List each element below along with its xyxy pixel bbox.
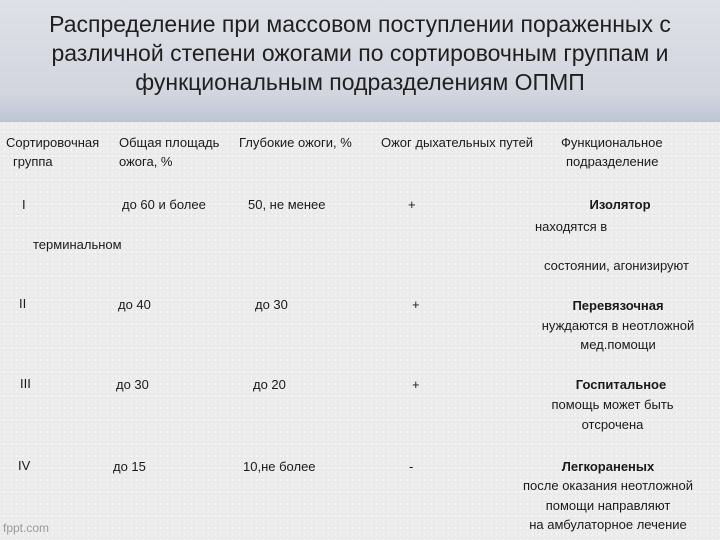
header-deep-burns: Глубокие ожоги, % xyxy=(239,135,352,150)
row-4-note-line-3: на амбулаторное лечение xyxy=(529,517,687,532)
row-1-area: до 60 и более xyxy=(122,197,206,212)
row-4-deep: 10,не более xyxy=(243,459,316,474)
row-1-note-line-2: терминальном xyxy=(33,237,122,252)
row-4-unit: Легкораненых xyxy=(561,459,655,474)
row-2-note-line-1: нуждаются в неотложной xyxy=(541,318,695,333)
row-4-airway: - xyxy=(409,459,414,474)
row-1-deep: 50, не менее xyxy=(248,197,326,212)
row-4-note-line-1: после оказания неотложной xyxy=(523,478,693,493)
row-3-deep: до 20 xyxy=(253,377,286,392)
row-3-airway: + xyxy=(412,377,420,392)
row-2-deep: до 30 xyxy=(255,297,288,312)
header-area-line-1: Общая площадь xyxy=(119,135,220,150)
row-4-group: IV xyxy=(18,458,31,473)
row-2-area: до 40 xyxy=(118,297,151,312)
row-4-note-line-2: помощи направляют xyxy=(545,498,671,513)
row-1-note-line-3: состоянии, агонизируют xyxy=(544,258,689,273)
title-line-1: Распределение при массовом поступлении пораженных с xyxy=(49,11,671,37)
row-2-note-line-2: мед.помощи xyxy=(580,337,656,352)
title-line-2: различной степени ожогами по сортировочным группам и xyxy=(51,40,669,66)
row-3-group: III xyxy=(20,376,31,391)
header-group-line-2: группа xyxy=(13,154,53,169)
row-2-unit: Перевязочная xyxy=(572,298,664,313)
row-1-note-line-1: находятся в xyxy=(535,219,608,234)
header-unit-line-1: Функциональное xyxy=(561,135,663,150)
header-unit-line-2: подразделение xyxy=(566,154,659,169)
slide-title xyxy=(0,10,720,97)
row-1-group: I xyxy=(22,197,26,212)
header-area-line-2: ожога, % xyxy=(119,154,173,169)
row-3-note-line-2: отсрочена xyxy=(581,417,644,432)
row-4-area: до 15 xyxy=(113,459,146,474)
header-group-line-1: Сортировочная xyxy=(6,135,100,150)
row-2-group: II xyxy=(19,296,27,311)
header-airway-burn: Ожог дыхательных путей xyxy=(381,135,534,150)
row-2-airway: + xyxy=(412,297,420,312)
row-3-note-line-1: помощь может быть xyxy=(551,397,674,412)
row-1-unit: Изолятор xyxy=(589,197,651,212)
row-3-area: до 30 xyxy=(116,377,149,392)
title-line-3: функциональным подразделениям ОПМП xyxy=(135,69,585,95)
row-3-unit: Госпитальное xyxy=(575,377,667,392)
footer-watermark: fppt.com xyxy=(3,521,50,535)
row-1-airway: + xyxy=(408,197,416,212)
